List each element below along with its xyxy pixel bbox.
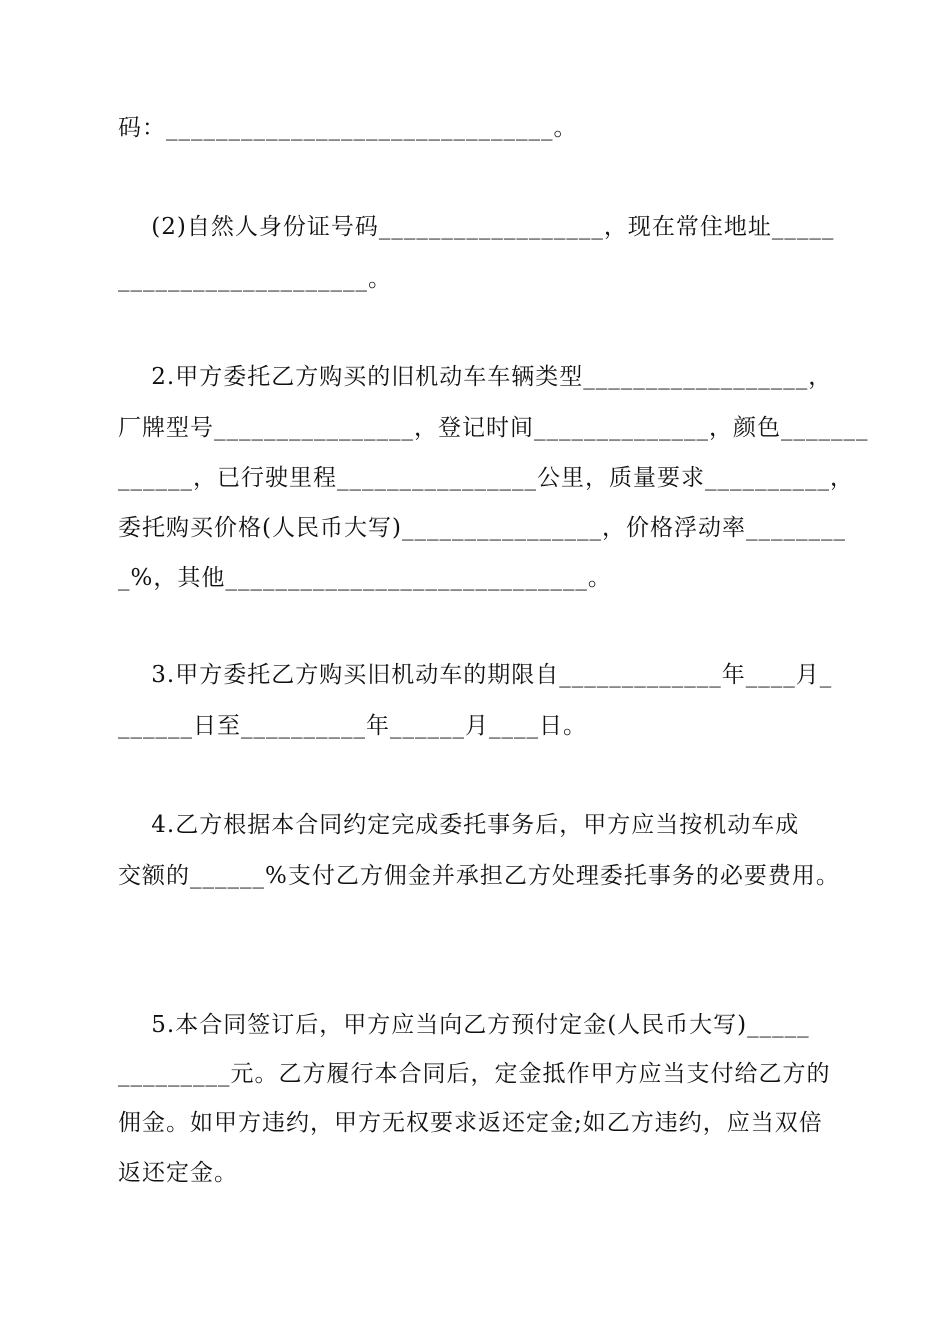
text-line: 委托购买价格(人民币大写)________________，价格浮动率________ [118,515,846,541]
text-line: 厂牌型号________________，登记时间______________，颜色_______ [118,415,869,441]
text-line: _________元。乙方履行本合同后，定金抵作甲方应当支付给乙方的 [118,1061,831,1087]
text-line: 佣金。如甲方违约，甲方无权要求返还定金;如乙方违约，应当双倍 [118,1110,823,1136]
text-line: _%，其他_____________________________。 [118,565,612,591]
text-line: 5.本合同签订后，甲方应当向乙方预付定金(人民币大写)_____ [118,1012,810,1038]
text-line: 4.乙方根据本合同约定完成委托事务后，甲方应当按机动车成 [118,812,800,838]
text-line: ____________________。 [118,266,392,292]
text-line: 返还定金。 [118,1160,238,1186]
text-line: 码：_______________________________。 [118,115,578,141]
text-line: 3.甲方委托乙方购买旧机动车的期限自_____________年____月_ [118,662,833,688]
text-line: 交额的______%支付乙方佣金并承担乙方处理委托事务的必要费用。 [118,863,840,889]
text-line: (2)自然人身份证号码__________________，现在常住地址_____ [118,214,835,240]
text-line: ______，已行驶里程________________公里，质量要求__________， [118,465,854,491]
text-line: ______日至__________年______月____日。 [118,713,587,739]
text-line: 2.甲方委托乙方购买的旧机动车车辆类型__________________， [118,364,833,390]
